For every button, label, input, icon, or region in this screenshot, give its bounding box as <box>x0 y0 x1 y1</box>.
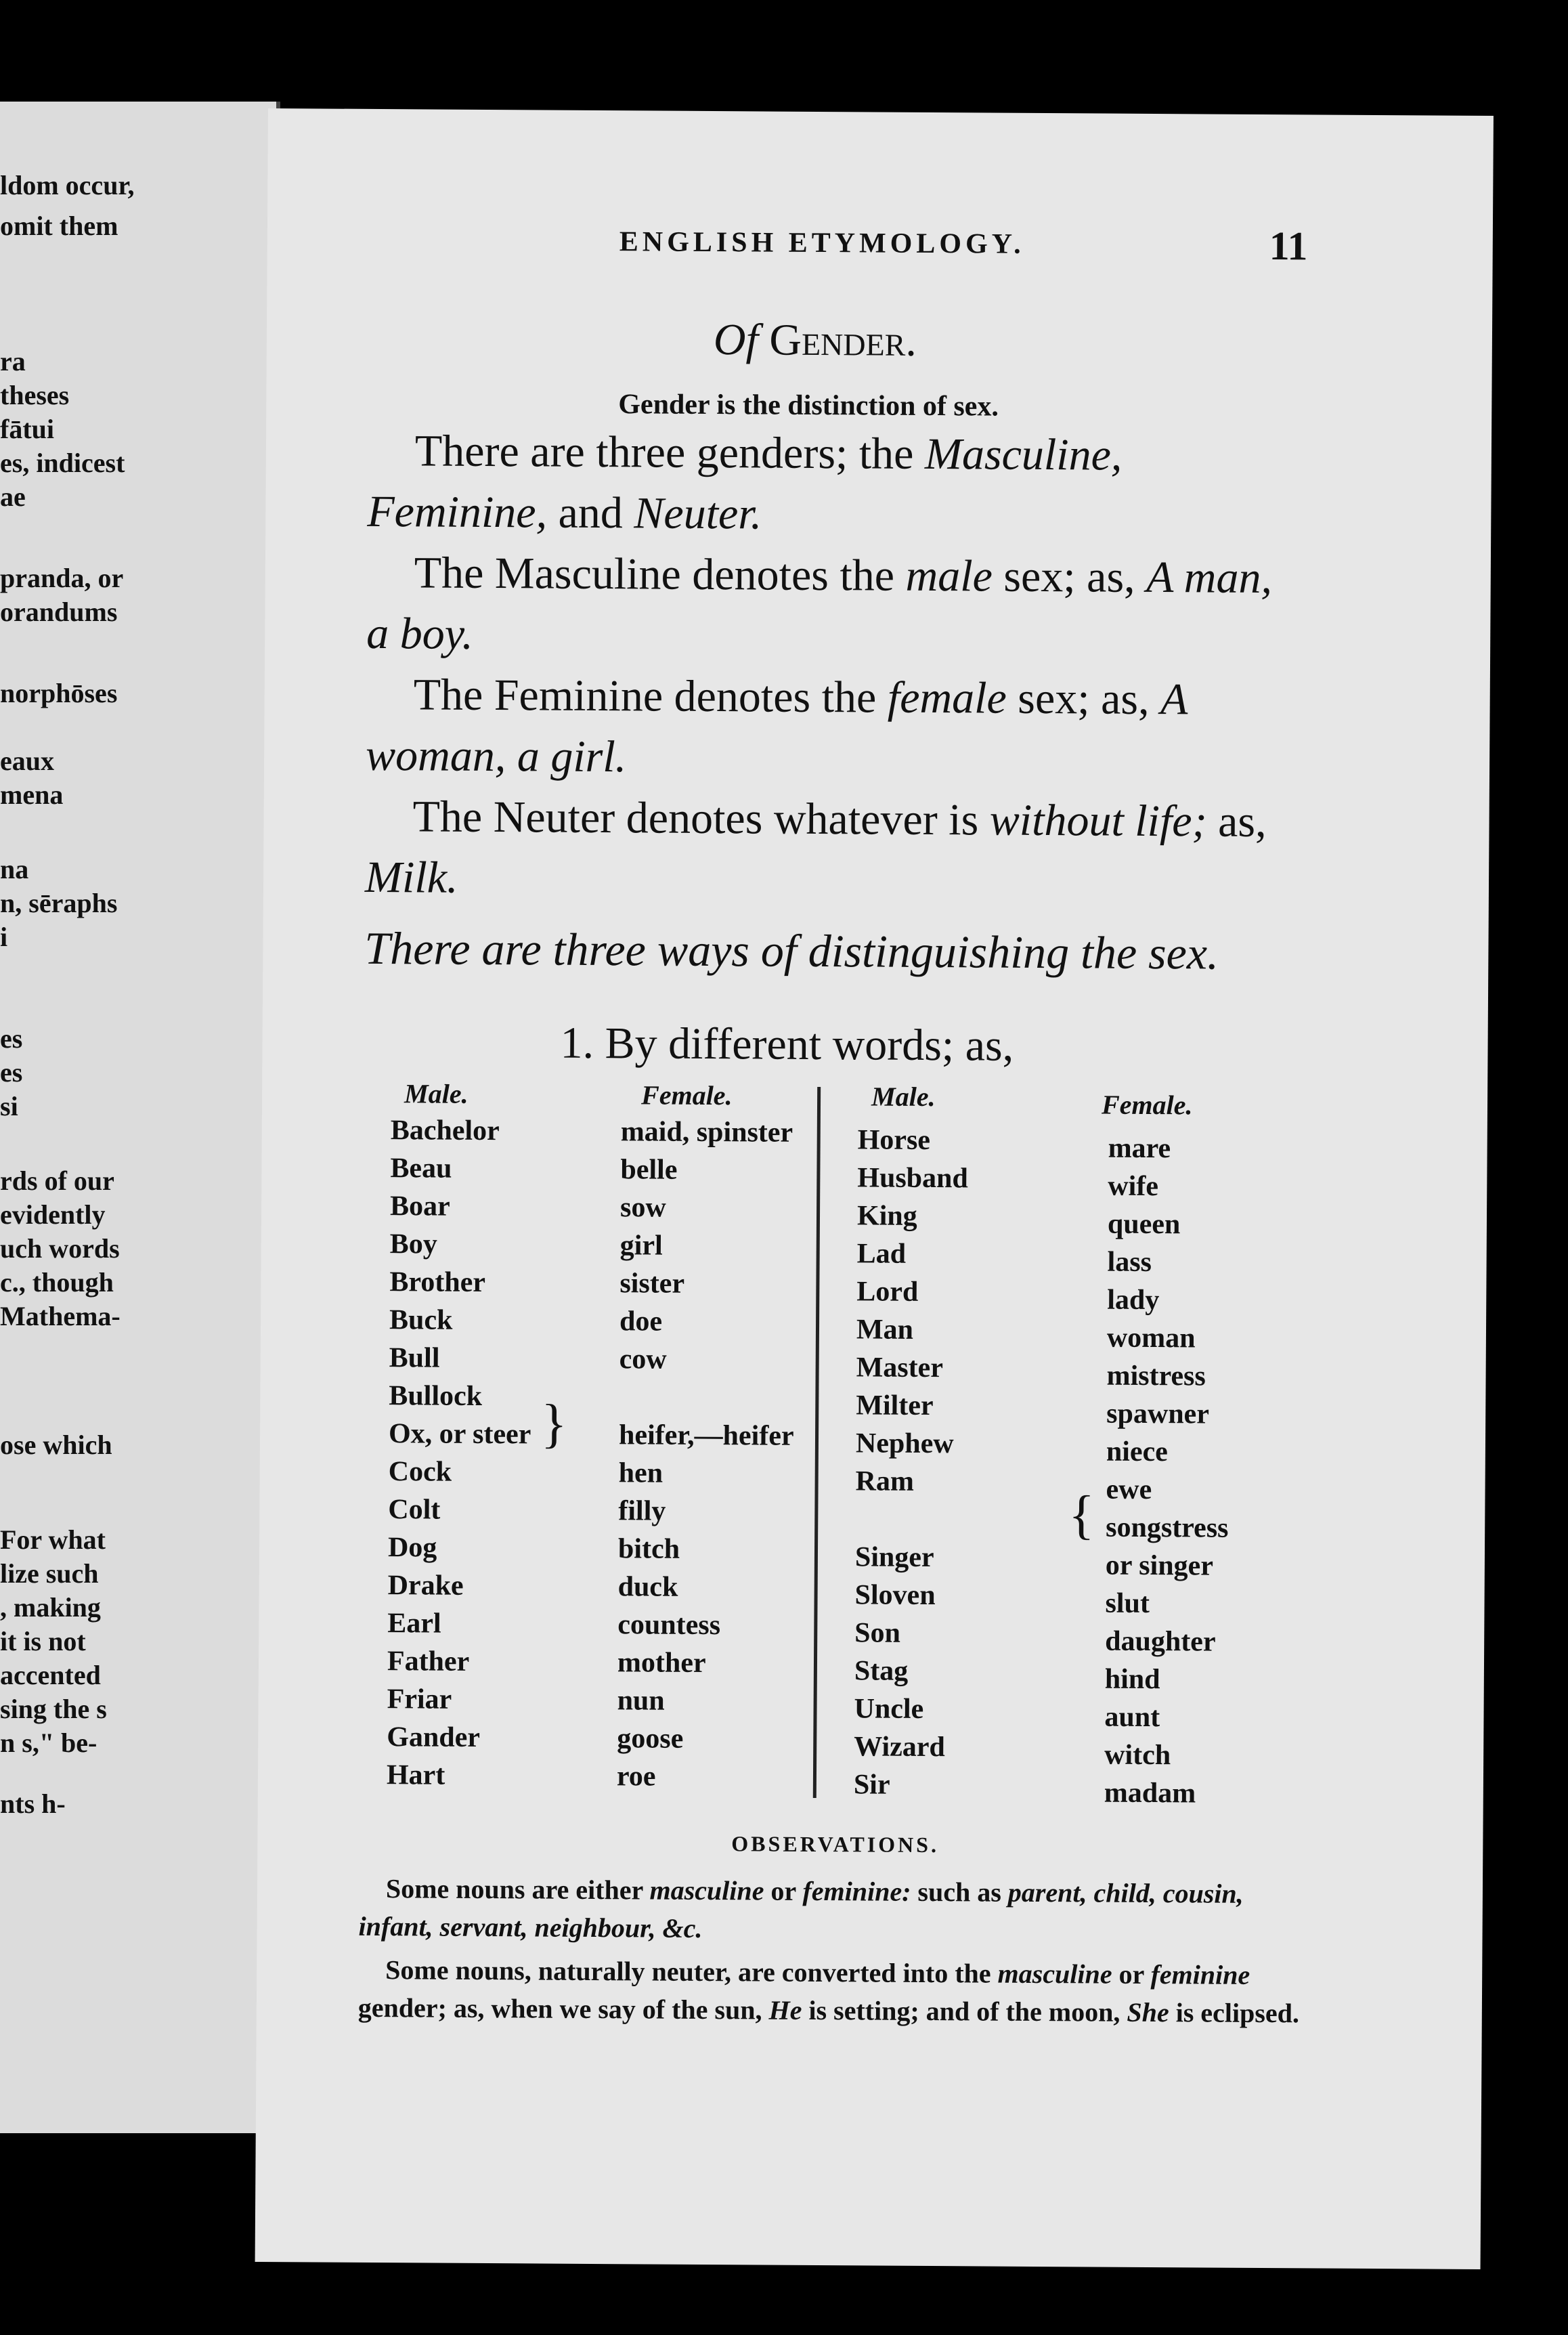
female-word: cow <box>619 1344 667 1375</box>
female-word: hen <box>618 1457 663 1489</box>
page-number: 11 <box>1269 223 1308 269</box>
text: or <box>1112 1958 1151 1990</box>
male-word: Uncle <box>854 1693 924 1725</box>
female-word: daughter <box>1105 1625 1216 1658</box>
left-page-text-fragment: orandums <box>0 597 118 627</box>
left-page-text-fragment: fātui <box>0 414 54 444</box>
text-italic: male <box>905 551 993 601</box>
male-word: Earl <box>387 1608 441 1640</box>
left-page-text-fragment: n, sēraphs <box>0 888 118 918</box>
text: The Feminine denotes the <box>413 670 888 723</box>
female-word <box>619 1378 794 1417</box>
text-italic: He <box>768 1994 802 2026</box>
female-word: bitch <box>617 1533 680 1565</box>
left-female-list <box>617 1113 796 1797</box>
female-word: lady <box>1107 1284 1160 1316</box>
male-word: Husband <box>857 1162 968 1195</box>
text: sex; as, <box>992 551 1147 602</box>
left-page-text-fragment: ldom occur, <box>0 170 135 200</box>
female-word: sister <box>619 1268 685 1300</box>
text: Some nouns, naturally neuter, are converted into the <box>385 1954 998 1989</box>
left-page-text-fragment: es <box>0 1057 23 1088</box>
running-head: ENGLISH ETYMOLOGY. <box>619 226 1025 260</box>
male-word: Dog <box>387 1532 437 1564</box>
left-page-text-fragment: rds of our <box>0 1165 114 1196</box>
text: or <box>764 1875 803 1906</box>
male-word: Hart <box>386 1759 445 1791</box>
text-italic: She <box>1127 1996 1169 2028</box>
left-male-header: Male. <box>404 1078 469 1109</box>
text: sex; as, <box>1006 673 1161 725</box>
female-word: girl <box>619 1230 663 1262</box>
paragraph-masculine <box>366 542 1301 670</box>
book-page <box>255 108 1494 2269</box>
female-word: queen <box>1107 1208 1181 1241</box>
male-word: Lord <box>856 1276 919 1308</box>
female-word: roe <box>616 1761 656 1793</box>
male-word: Master <box>856 1352 944 1384</box>
male-word: Boar <box>389 1191 450 1222</box>
left-page-text-fragment: , making <box>0 1592 101 1623</box>
bullock-ox-brace: } <box>540 1394 567 1454</box>
female-word: spawner <box>1106 1398 1210 1430</box>
female-word: niece <box>1106 1436 1168 1468</box>
male-word: Gander <box>387 1721 481 1753</box>
female-word: wife <box>1108 1170 1159 1203</box>
male-word: Father <box>387 1646 470 1677</box>
left-page-text-fragment: n s," be- <box>0 1728 97 1758</box>
definition-subtitle: Gender is the distinction of sex. <box>618 389 999 423</box>
male-word: Sloven <box>854 1579 936 1612</box>
female-word: slut <box>1105 1587 1150 1619</box>
male-word: Brother <box>389 1266 486 1298</box>
left-page-text-fragment: sing the s <box>0 1694 107 1724</box>
left-male-list <box>387 1111 533 1795</box>
column-rule <box>813 1087 821 1798</box>
text-italic: masculine <box>997 1958 1112 1990</box>
left-page-text-fragment: ae <box>0 481 26 512</box>
male-word: Friar <box>387 1684 452 1715</box>
male-word: Wizard <box>854 1731 945 1763</box>
female-word: goose <box>617 1723 684 1755</box>
text-italic: female <box>887 672 1007 723</box>
female-word: heifer,—heifer <box>618 1419 794 1452</box>
female-word: mother <box>617 1647 706 1679</box>
text: The Neuter denotes whatever is <box>412 792 990 845</box>
male-word: Lad <box>856 1238 907 1270</box>
male-word: Cock <box>388 1456 452 1488</box>
text-italic: parent, child, cousin, infant, servant, neighbour, &c. <box>358 1877 1244 1944</box>
observation-note-2 <box>358 1951 1307 2033</box>
title-of: Of <box>713 315 759 365</box>
ways-heading: There are three ways of distinguishing the sex. <box>364 922 1219 979</box>
paragraph-neuter <box>365 786 1300 914</box>
left-page-text-fragment: es <box>0 1023 23 1054</box>
male-word: Beau <box>390 1153 452 1184</box>
left-page-text-fragment: uch words <box>0 1233 120 1264</box>
text-italic: feminine: <box>802 1875 911 1907</box>
female-word: madam <box>1104 1777 1196 1809</box>
female-word: ewe <box>1106 1474 1152 1506</box>
male-word: Singer <box>854 1541 934 1574</box>
left-page-text-fragment: omit them <box>0 211 118 241</box>
female-word: hind <box>1104 1663 1160 1696</box>
female-word: woman <box>1106 1322 1196 1354</box>
right-female-header: Female. <box>1101 1089 1193 1121</box>
singer-brace: { <box>1068 1485 1095 1545</box>
text-italic: feminine <box>1150 1959 1250 1990</box>
left-page-text-fragment: lize such <box>0 1558 99 1589</box>
paragraph-three-genders <box>367 421 1302 548</box>
right-female-list <box>1104 1130 1231 1813</box>
male-word: Drake <box>387 1570 464 1602</box>
left-page-text-fragment: c., though <box>0 1267 114 1298</box>
text-italic: A man, a boy. <box>366 552 1273 659</box>
female-word: duck <box>617 1571 678 1603</box>
female-word: doe <box>619 1306 663 1337</box>
text-italic: Feminine, <box>367 486 548 538</box>
male-word: Ram <box>855 1465 915 1497</box>
female-word: witch <box>1104 1739 1171 1772</box>
left-page-text-fragment: theses <box>0 380 70 410</box>
left-page-text-fragment: nts h- <box>0 1788 66 1819</box>
left-page-text-fragment: pranda, or <box>0 563 124 593</box>
left-page-text-fragment: norphōses <box>0 678 118 708</box>
observation-note-1 <box>358 1870 1307 1952</box>
male-word: Milter <box>856 1390 934 1422</box>
text: There are three genders; the <box>414 426 925 479</box>
left-page-text-fragment: ose which <box>0 1430 112 1460</box>
left-page-text-fragment: accented <box>0 1660 101 1690</box>
text: is setting; and of the moon, <box>802 1994 1127 2028</box>
male-word: Man <box>856 1314 914 1346</box>
right-male-header: Male. <box>871 1081 936 1113</box>
text: as, <box>1206 796 1267 847</box>
male-word: Nephew <box>855 1428 954 1460</box>
male-word: Horse <box>857 1124 931 1157</box>
left-page-text-fragment: si <box>0 1091 18 1121</box>
male-word: Bullock <box>389 1380 483 1412</box>
female-word: or singer <box>1105 1549 1214 1582</box>
text-italic: masculine <box>649 1875 764 1906</box>
text-italic: Milk. <box>364 852 458 903</box>
female-word: mare <box>1108 1132 1171 1165</box>
female-word: lass <box>1107 1246 1152 1279</box>
left-page-text-fragment: it is not <box>0 1626 86 1656</box>
observations-heading: OBSERVATIONS. <box>731 1831 940 1858</box>
text-italic: A woman, a girl. <box>365 674 1188 782</box>
male-word: Son <box>854 1617 901 1649</box>
female-word: countess <box>617 1609 721 1642</box>
female-word: songstress <box>1106 1512 1229 1544</box>
title-gender: Gender. <box>769 315 917 366</box>
text-italic: without life; <box>989 795 1207 847</box>
text: and <box>546 488 634 538</box>
text: The Masculine denotes the <box>414 548 906 601</box>
text: is eclipsed. <box>1169 1997 1300 2029</box>
male-word: Bachelor <box>390 1115 500 1147</box>
section-title <box>714 314 917 367</box>
left-page-text-fragment: mena <box>0 779 64 810</box>
left-page-text-fragment: Mathema- <box>0 1301 121 1331</box>
text: such as <box>911 1876 1009 1908</box>
male-word: Bull <box>389 1342 440 1374</box>
text: Some nouns are either <box>385 1873 650 1906</box>
left-page-text-fragment: For what <box>0 1524 106 1555</box>
female-word: maid, spinster <box>620 1116 793 1149</box>
left-page-text-fragment: ra <box>0 346 26 377</box>
male-word: Stag <box>854 1655 909 1687</box>
male-word <box>855 1500 966 1539</box>
female-word: sow <box>619 1192 666 1224</box>
left-page-fragment <box>0 102 276 2133</box>
male-word: Sir <box>853 1769 890 1801</box>
male-word: Ox, or steer <box>388 1418 531 1451</box>
female-word: belle <box>620 1154 678 1186</box>
male-word: Boy <box>389 1228 437 1260</box>
left-page-text-fragment: eaux <box>0 746 54 776</box>
male-word: King <box>856 1200 917 1232</box>
paragraph-feminine <box>366 664 1301 792</box>
left-page-text-fragment: i <box>0 922 8 952</box>
male-word: Buck <box>389 1304 453 1336</box>
female-word: filly <box>618 1495 666 1527</box>
way-one-heading: 1. By different words; as, <box>560 1018 1014 1071</box>
left-page-text-fragment: es, indicest <box>0 448 125 478</box>
female-word: nun <box>617 1685 665 1717</box>
text-italic: Masculine, <box>924 429 1123 480</box>
left-female-header: Female. <box>640 1079 733 1111</box>
text: gender; as, when we say of the sun, <box>357 1992 769 2026</box>
female-word: aunt <box>1104 1701 1160 1734</box>
left-page-text-fragment: na <box>0 854 29 884</box>
right-male-list <box>854 1121 969 1804</box>
left-page-text-fragment: evidently <box>0 1199 106 1230</box>
male-word: Colt <box>388 1494 441 1526</box>
text-italic: Neuter. <box>634 488 762 539</box>
female-word: mistress <box>1106 1360 1206 1392</box>
